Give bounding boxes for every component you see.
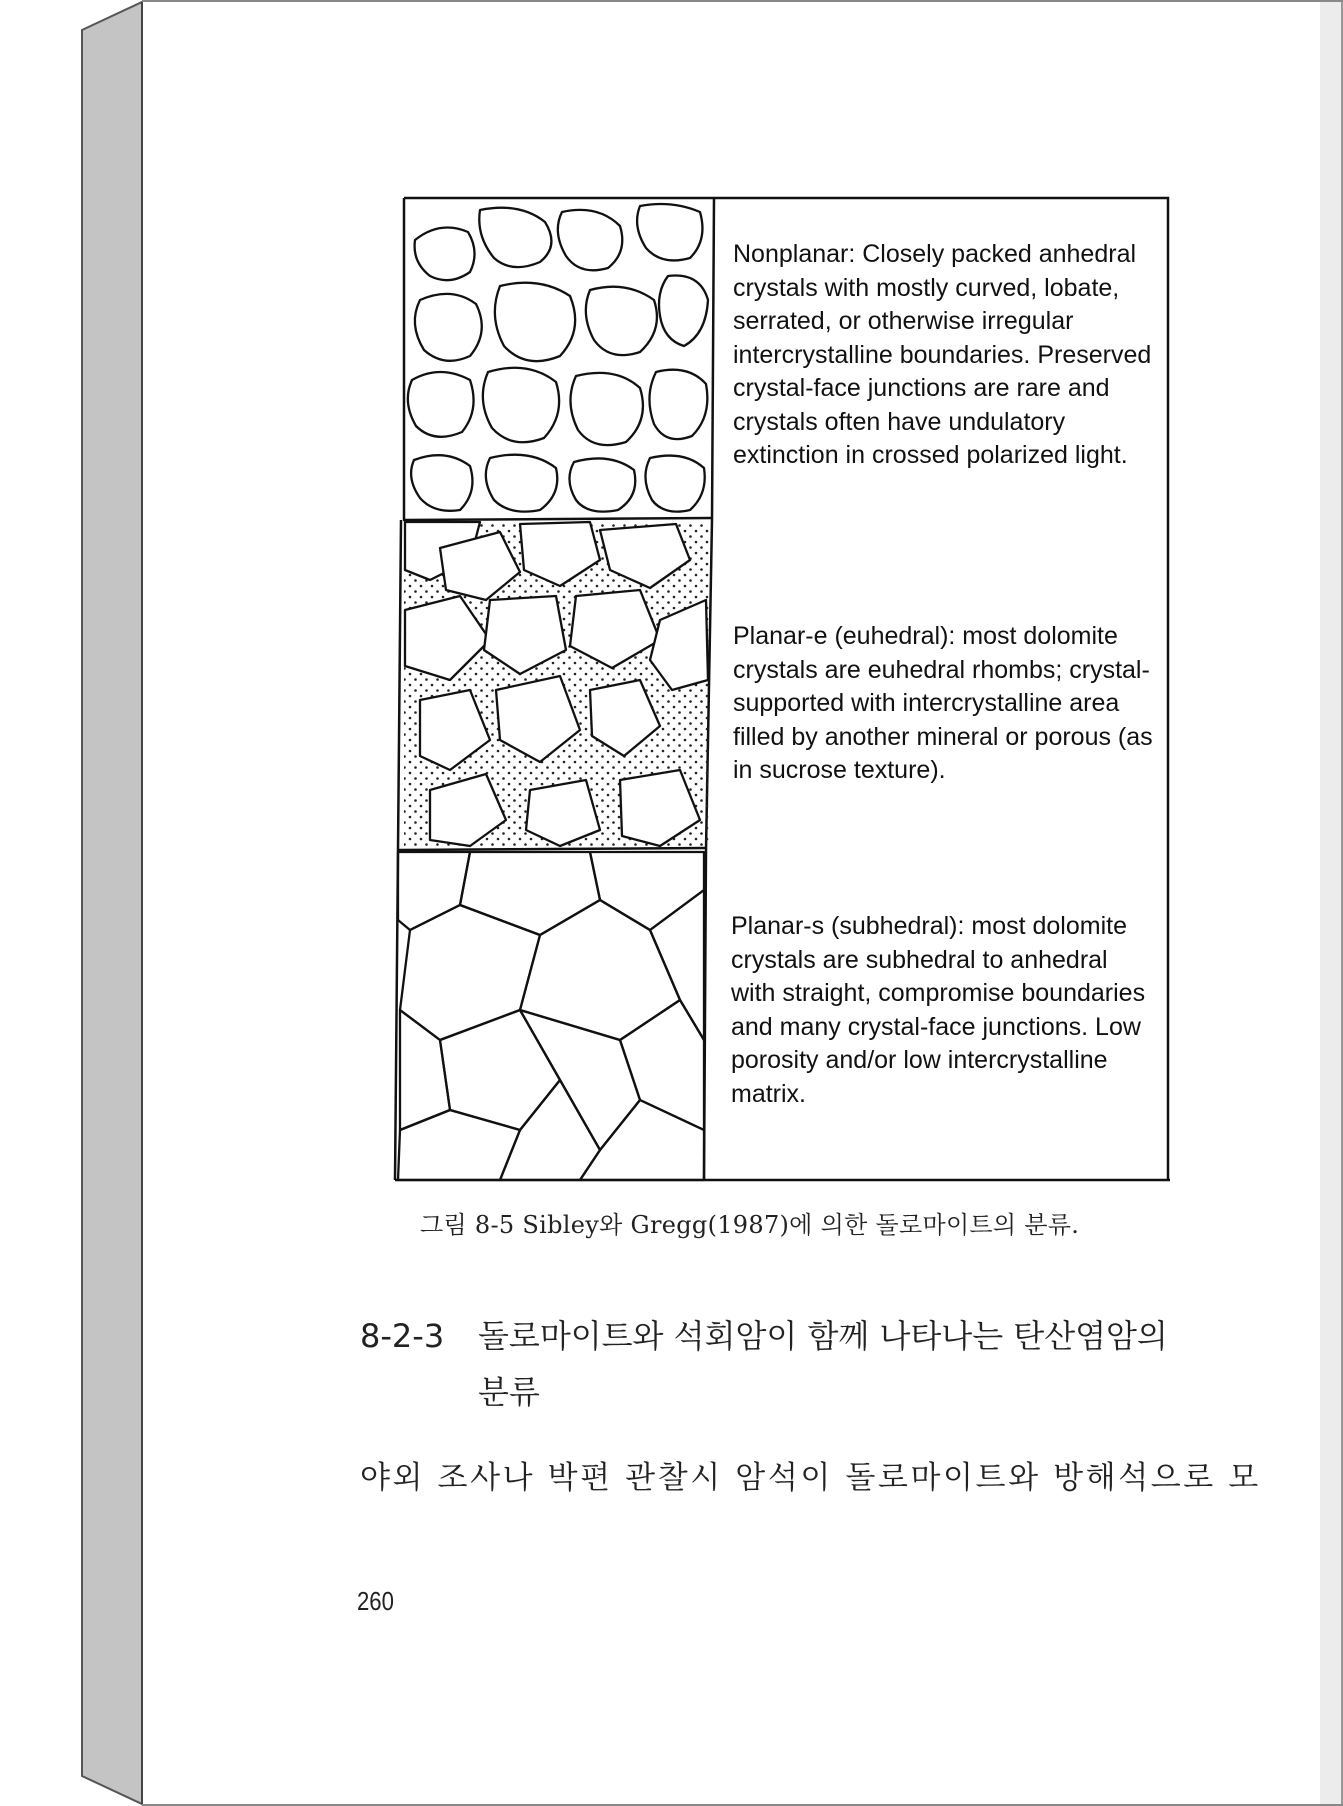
- text-line: supported with intercrystalline area: [733, 689, 1120, 717]
- text-line: extinction in crossed polarized light.: [733, 441, 1128, 469]
- section-number: 8-2-3: [360, 1317, 445, 1355]
- section-heading: [360, 1308, 1168, 1420]
- body-paragraph: 야외 조사나 박편 관찰시 암석이 돌로마이트와 방해석으로 모: [360, 1460, 1261, 1496]
- figure-caption: 그림 8-5 Sibley와 Gregg(1987)에 의한 돌로마이트의 분류.: [420, 1211, 1080, 1239]
- panel-planar-s-description: [731, 910, 1147, 1111]
- text-line: with straight, compromise boundaries: [731, 979, 1146, 1007]
- text-line: matrix.: [731, 1079, 806, 1108]
- page-number: 260: [357, 1586, 394, 1616]
- text-line: intercrystalline boundaries. Preserved: [733, 340, 1152, 369]
- text-line: Planar-s (subhedral): most dolomite: [731, 912, 1127, 940]
- text-line: crystals often have undulatory: [733, 407, 1066, 436]
- section-title-line-2: 분류: [478, 1373, 540, 1411]
- text-line: crystal-face junctions are rare and: [733, 374, 1110, 402]
- section-title-line-1: 돌로마이트와 석회암이 함께 나타나는 탄산염암의: [478, 1317, 1168, 1355]
- text-line: Nonplanar: Closely packed anhedral: [733, 240, 1137, 268]
- nonplanar-illustration: [408, 204, 708, 512]
- planar-s-illustration: [398, 852, 704, 1180]
- text-line: crystals are subhedral to anhedral: [731, 945, 1108, 974]
- text-line: filled by another mineral or porous (as: [733, 722, 1153, 751]
- panel-nonplanar-description: [733, 238, 1152, 473]
- text-line: crystals are euhedral rhombs; crystal-: [733, 655, 1150, 684]
- planar-e-illustration: [404, 522, 710, 848]
- text-line: porosity and/or low intercrystalline: [731, 1046, 1108, 1074]
- panel-planar-e-description: [733, 620, 1153, 788]
- text-line: crystals with mostly curved, lobate,: [733, 273, 1120, 302]
- text-line: serrated, or otherwise irregular: [733, 307, 1074, 335]
- text-line: and many crystal-face junctions. Low: [731, 1012, 1141, 1041]
- text-line: in sucrose texture).: [733, 756, 946, 784]
- text-line: Planar-e (euhedral): most dolomite: [733, 622, 1118, 650]
